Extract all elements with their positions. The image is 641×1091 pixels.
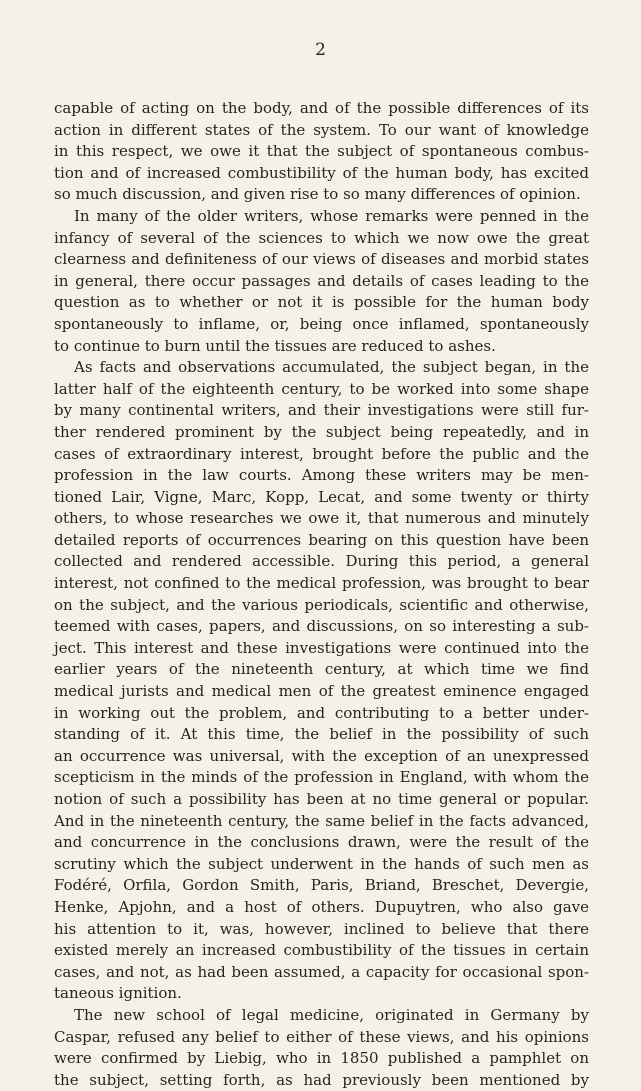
text-line: so much discussion, and given rise to so many differences of opinion. — [54, 185, 581, 204]
text-line: and concurrence in the conclusions drawn, were the result of the — [54, 833, 589, 852]
text-line: tioned Lair, Vigne, Marc, Kopp, Lecat, and some twenty or thirty — [54, 487, 589, 506]
text-line: existed merely an increased combustibility of the tissues in certain — [54, 941, 589, 960]
text-line: medical jurists and medical men of the greatest eminence engaged — [54, 682, 589, 701]
text-line: earlier years of the nineteenth century, at which time we find — [54, 660, 589, 679]
text-line: the subject, setting forth, as had previously been mentioned by — [54, 1070, 589, 1089]
text-line: scrutiny which the subject underwent in the hands of such men as — [54, 854, 589, 873]
text-line: in this respect, we owe it that the subject of spontaneous combus- — [54, 142, 589, 161]
text-line: clearness and definiteness of our views of diseases and morbid states — [54, 250, 589, 269]
text-line: on the subject, and the various periodicals, scientific and otherwise, — [54, 595, 589, 614]
text-line: latter half of the eighteenth century, to be worked into some shape — [54, 379, 589, 398]
text-line: in general, there occur passages and details of cases leading to the — [54, 271, 589, 290]
text-line: As facts and observations accumulated, the subject began, in the — [74, 358, 589, 377]
text-line: interest, not confined to the medical profession, was brought to bear — [54, 574, 589, 593]
text-line: standing of it. At this time, the belief in the possibility of such — [54, 725, 589, 744]
text-line: in working out the problem, and contributing to a better under- — [54, 703, 589, 722]
text-line: were confirmed by Liebig, who in 1850 published a pamphlet on — [54, 1049, 589, 1068]
text-line: profession in the law courts. Among these writers may be men- — [54, 466, 589, 485]
text-line: The new school of legal medicine, originated in Germany by — [74, 1005, 589, 1024]
body-text — [54, 98, 589, 1091]
text-line: his attention to it, was, however, inclined to believe that there — [54, 919, 589, 938]
text-line: by many continental writers, and their investigations were still fur- — [54, 401, 589, 420]
text-line: Fodéré, Orfila, Gordon Smith, Paris, Briand, Breschet, Devergie, — [54, 876, 589, 895]
text-line: ther rendered prominent by the subject being repeatedly, and in — [54, 422, 589, 441]
text-line: capable of acting on the body, and of the possible differences of its — [54, 99, 589, 117]
text-line: taneous ignition. — [54, 984, 182, 1003]
text-line: infancy of several of the sciences to which we now owe the great — [54, 228, 589, 247]
text-line: In many of the older writers, whose remarks were penned in the — [74, 206, 589, 225]
text-line: to continue to burn until the tissues are reduced to ashes. — [54, 336, 496, 355]
text-line: others, to whose researches we owe it, that numerous and minutely — [54, 509, 589, 528]
text-line: cases of extraordinary interest, brought before the public and the — [54, 444, 589, 463]
text-line: question as to whether or not it is possible for the human body — [54, 293, 589, 312]
text-line: Caspar, refused any belief to either of these views, and his opinions — [54, 1027, 589, 1046]
text-line: And in the nineteenth century, the same belief in the facts advanced, — [54, 811, 589, 830]
text-line: spontaneously to inflame, or, being once inflamed, spontaneously — [54, 314, 589, 333]
text-line: scepticism in the minds of the profession in England, with whom the — [54, 768, 589, 787]
text-line: action in different states of the system. To our want of knowledge — [54, 120, 589, 139]
text-line: tion and of increased combustibility of the human body, has excited — [54, 163, 589, 182]
text-line: ject. This interest and these investigations were continued into the — [54, 638, 589, 657]
text-line: notion of such a possibility has been at no time general or popular. — [54, 790, 589, 808]
page-number: 2 — [315, 40, 326, 60]
text-line: collected and rendered accessible. During this period, a general — [54, 552, 589, 571]
text-line: teemed with cases, papers, and discussions, on so interesting a sub- — [54, 617, 589, 636]
text-line: Henke, Apjohn, and a host of others. Dupuytren, who also gave — [54, 897, 589, 916]
text-line: detailed reports of occurrences bearing on this question have been — [54, 530, 589, 549]
text-line: an occurrence was universal, with the exception of an unexpressed — [54, 746, 589, 765]
text-line: cases, and not, as had been assumed, a capacity for occasional spon- — [54, 962, 589, 981]
